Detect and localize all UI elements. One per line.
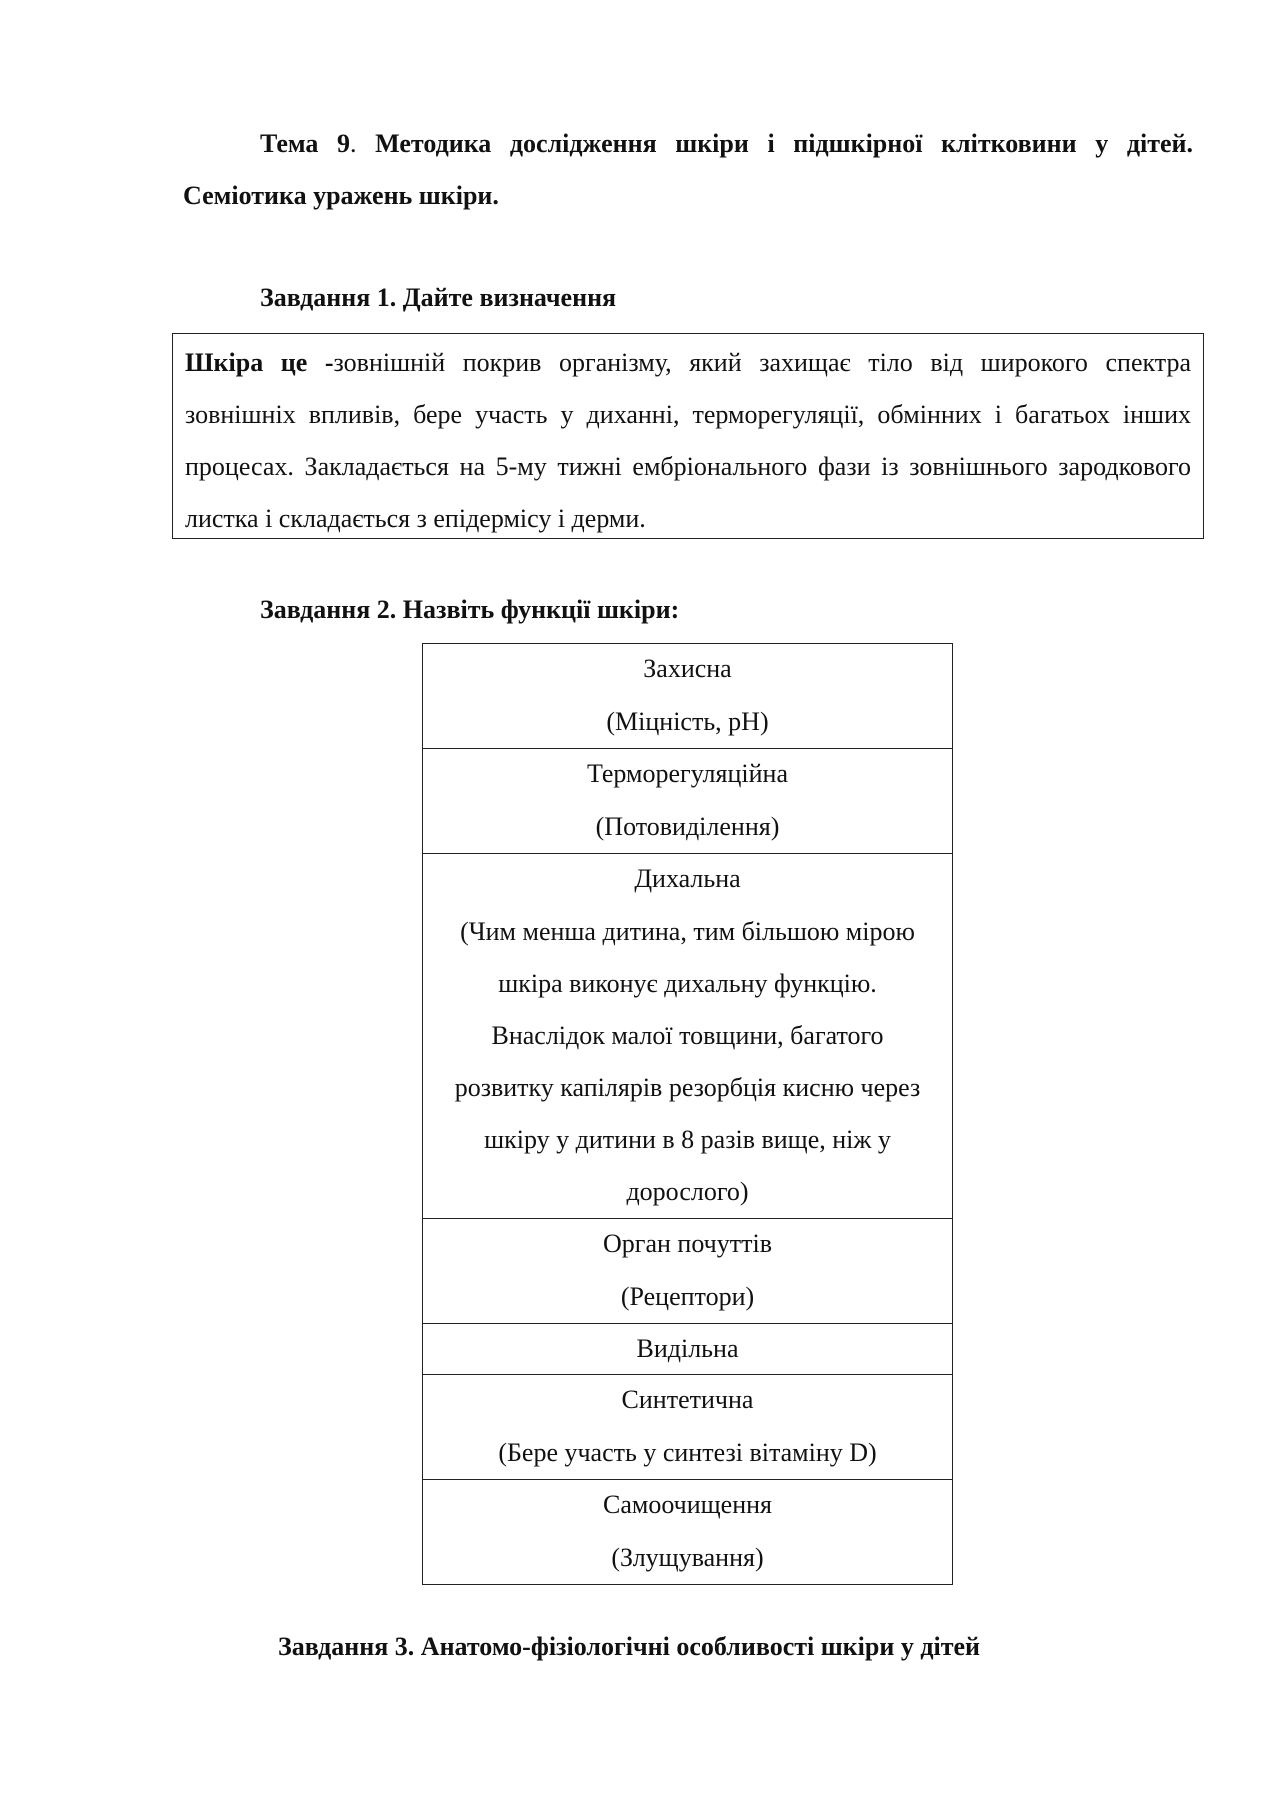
definition-box [172,333,1204,539]
function-name: Синтетична [621,1385,754,1414]
table-row [423,1324,953,1375]
function-name: Терморегуляційна [587,759,788,788]
definition-term: Шкіра це - [185,348,334,377]
title-separator: . [350,129,357,158]
function-name: Орган почуттів [603,1229,772,1258]
function-description: (Рецептори) [620,1282,755,1311]
table-row [423,749,953,854]
task2-heading: Завдання 2. Назвіть функції шкіри: [260,595,680,624]
table-row [423,644,953,749]
title-text: Методика дослідження шкіри і підшкірної клітковини у дітей. Семіотика уражень шкіри. [183,129,1193,210]
task3-heading: Завдання 3. Анатомо-фізіологічні особливості шкіри у дітей [278,1632,980,1661]
table-row [423,854,953,1219]
table-cell [423,1324,953,1375]
table-cell [423,644,953,749]
table-cell [423,1375,953,1480]
title-prefix: Тема 9 [260,129,351,158]
page-title [183,118,1193,222]
function-name: Видільна [636,1334,739,1363]
task1-heading: Завдання 1. Дайте визначення [260,283,617,312]
table-cell [423,1480,953,1585]
function-name: Самоочищення [603,1490,772,1519]
definition-text: зовнішній покрив організму, який захищає тіло від широкого спектра зовнішніх впливів, бере участь у диханні, терморегуляції, обмінних і багатьох інших процесах. Закладається на 5-му тижні ембріонального фази із зовнішнього зародкового листка і складається з епідермісу і дерми. [185,348,1191,533]
table-cell [423,854,953,1219]
table-row [423,1219,953,1324]
table-cell [423,1219,953,1324]
function-name: Дихальна [634,864,741,893]
function-description: (Потовиділення) [595,812,780,841]
table-row [423,1480,953,1585]
table-row [423,1375,953,1480]
function-description: (Злущування) [611,1543,764,1572]
function-description: (Міцність, pH) [606,707,769,736]
table-cell [423,749,953,854]
function-description: (Бере участь у синтезі вітаміну D) [498,1438,877,1467]
function-name: Захисна [643,654,732,683]
skin-functions-table [422,643,953,1585]
function-description: (Чим менша дитина, тим більшою мірою шкіра виконує дихальну функцію. Внаслідок малої товщини, багатого розвитку капілярів резорбція кисню через шкіру у дитини в 8 разів вище, ніж у дорослого) [454,917,921,1206]
